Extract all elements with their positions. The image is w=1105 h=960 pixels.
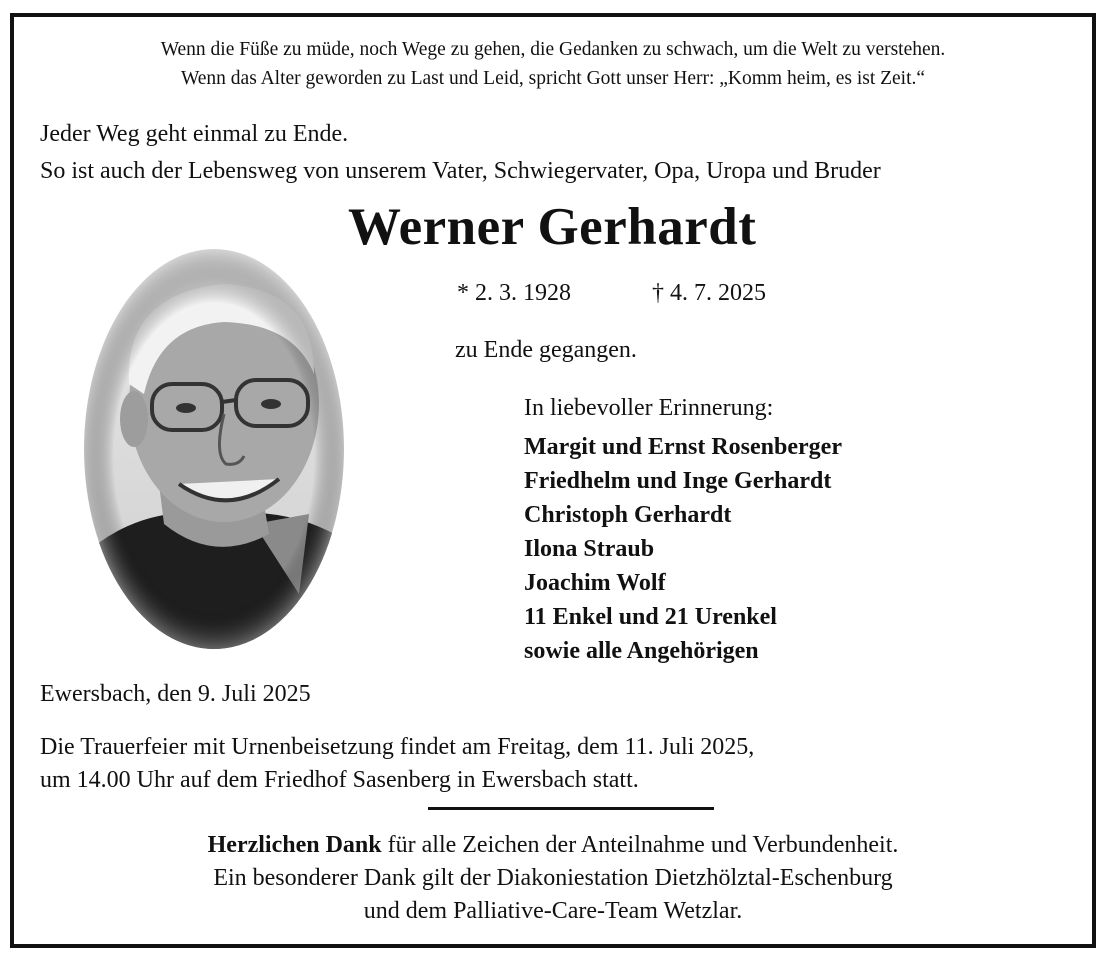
deceased-name: Werner Gerhardt: [348, 198, 757, 256]
intro-line-2: So ist auch der Lebensweg von unserem Vater, Schwiegervater, Opa, Uropa und Bruder: [40, 158, 881, 184]
motto-line-1: Wenn die Füße zu müde, noch Wege zu gehen, die Gedanken zu schwach, um die Welt zu verstehen.: [160, 39, 946, 60]
mourner-name: Ilona Straub: [524, 536, 655, 562]
remembrance-heading: In liebevoller Erinnerung:: [524, 395, 774, 421]
funeral-line-2: um 14.00 Uhr auf dem Friedhof Sasenberg in Ewersbach statt.: [40, 767, 639, 793]
divider: [428, 807, 714, 810]
thanks-line-1: [14, 829, 1092, 862]
mourner-name: sowie alle Angehörigen: [524, 638, 759, 664]
mourner-name: Joachim Wolf: [524, 570, 666, 596]
birth-date: * 2. 3. 1928: [457, 280, 571, 306]
thanks-line-2: Ein besonderer Dank gilt der Diakoniestation Dietzhölztal-Eschenburg: [213, 865, 893, 891]
thanks-line-1-rest: für alle Zeichen der Anteilnahme und Verbundenheit.: [381, 832, 899, 858]
obituary-frame: [10, 13, 1096, 948]
mourners-list: [524, 430, 842, 668]
mourner-name: 11 Enkel und 21 Urenkel: [524, 604, 777, 630]
place-date: Ewersbach, den 9. Juli 2025: [40, 681, 311, 707]
closing-phrase: zu Ende gegangen.: [455, 337, 637, 363]
thanks-bold: Herzlichen Dank: [207, 832, 382, 858]
motto-line-2: Wenn das Alter geworden zu Last und Leid, spricht Gott unser Herr: „Komm heim, es ist Zeit.“: [180, 68, 926, 89]
death-date: † 4. 7. 2025: [652, 280, 766, 306]
intro-line-1: Jeder Weg geht einmal zu Ende.: [40, 121, 349, 147]
mourner-name: Margit und Ernst Rosenberger: [524, 434, 842, 460]
thanks-line-3: und dem Palliative-Care-Team Wetzlar.: [363, 898, 743, 924]
mourner-name: Friedhelm und Inge Gerhardt: [524, 468, 832, 494]
portrait-photo-icon: [64, 234, 364, 654]
funeral-line-1: Die Trauerfeier mit Urnenbeisetzung findet am Freitag, dem 11. Juli 2025,: [40, 734, 755, 760]
mourner-name: Christoph Gerhardt: [524, 502, 732, 528]
